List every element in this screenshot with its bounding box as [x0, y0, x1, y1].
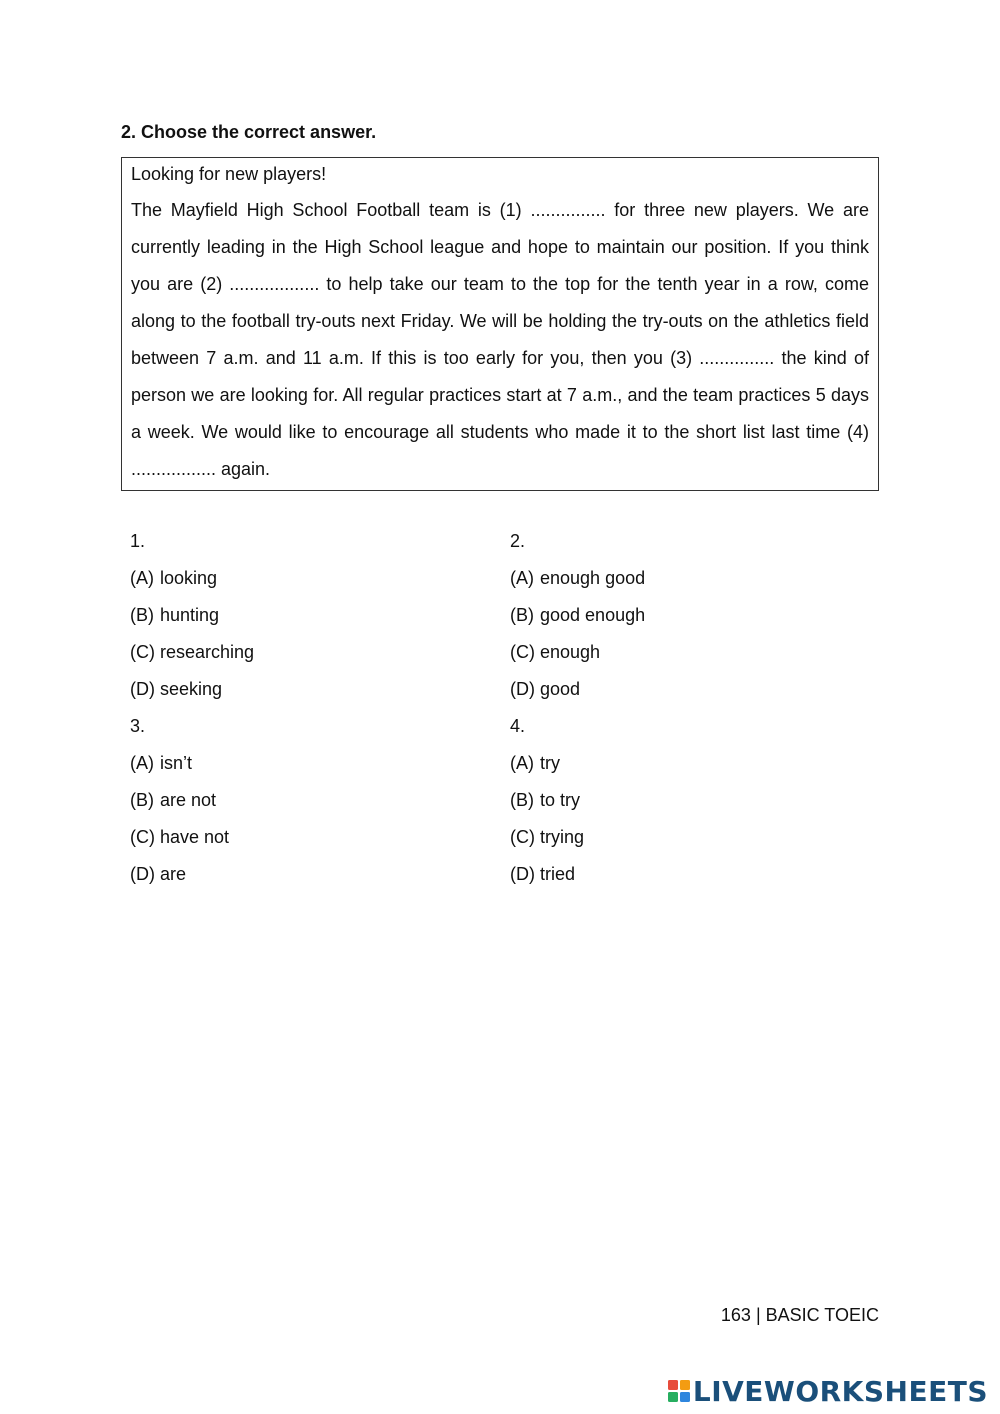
exercise-heading: 2. Choose the correct answer. — [121, 122, 377, 142]
liveworksheets-logo-icon — [668, 1380, 690, 1402]
answer-option[interactable] — [510, 597, 850, 634]
passage-box — [121, 157, 879, 491]
passage-title: Looking for new players! — [131, 164, 327, 184]
answer-option[interactable] — [510, 782, 850, 819]
logo-square-2 — [680, 1380, 690, 1390]
option-letter: (D) — [130, 864, 155, 884]
answer-option[interactable] — [130, 782, 470, 819]
option-text: enough — [540, 642, 601, 662]
option-letter: (A) — [130, 568, 154, 588]
option-text: hunting — [160, 605, 220, 625]
option-text: try — [540, 753, 560, 773]
question-number: 2. — [510, 531, 526, 551]
option-text: trying — [540, 827, 585, 847]
option-text: have not — [160, 827, 230, 847]
answer-option[interactable] — [130, 634, 470, 671]
option-text: seeking — [160, 679, 223, 699]
option-letter: (D) — [510, 679, 535, 699]
answer-option[interactable] — [130, 597, 470, 634]
option-letter: (B) — [510, 605, 534, 625]
answer-option[interactable] — [510, 856, 850, 893]
logo-square-4 — [680, 1392, 690, 1402]
answer-options — [130, 523, 870, 903]
option-text: looking — [160, 568, 218, 588]
answer-option[interactable] — [510, 560, 850, 597]
logo-square-3 — [668, 1392, 678, 1402]
answer-option[interactable] — [130, 856, 470, 893]
option-text: isn’t — [160, 753, 193, 773]
answer-option[interactable] — [130, 671, 470, 708]
option-text: good — [540, 679, 581, 699]
answer-option[interactable] — [130, 819, 470, 856]
options-column-right — [510, 523, 850, 893]
answer-option[interactable] — [130, 560, 470, 597]
liveworksheets-wordmark: LIVEWORKSHEETS — [692, 1374, 988, 1408]
option-text: enough good — [540, 568, 646, 588]
answer-option[interactable] — [510, 671, 850, 708]
option-text: to try — [540, 790, 581, 810]
passage-body: The Mayfield High School Football team is (1) ............... for three new players. We are currently leading in the High School league and hope to maintain our position. If you think you are (2) .................. to help take our team to the top for the tenth year in a row, come along to the football try-outs next Friday. We will be holding the try-outs on the athletics field between 7 a.m. and 11 a.m. If this is too early for you, then you (3) ............... the kind of person we are looking for. All regular practices start at 7 a.m., and the team practices 5 days a week. We would like to encourage all students who made it to the short list last time (4) ................. again. — [131, 200, 869, 479]
option-letter: (B) — [130, 605, 154, 625]
answer-option[interactable] — [510, 819, 850, 856]
logo-square-1 — [668, 1380, 678, 1390]
option-letter: (A) — [130, 753, 154, 773]
option-letter: (D) — [130, 679, 155, 699]
answer-option[interactable] — [130, 745, 470, 782]
option-text: are — [160, 864, 187, 884]
option-letter: (B) — [510, 790, 534, 810]
options-column-left — [130, 523, 470, 893]
option-text: tried — [540, 864, 576, 884]
liveworksheets-brand[interactable] — [668, 1374, 988, 1408]
page-footer: 163 | BASIC TOEIC — [720, 1305, 879, 1325]
question-number: 1. — [130, 531, 146, 551]
question-number: 3. — [130, 716, 146, 736]
option-letter: (D) — [510, 864, 535, 884]
option-letter: (C) — [510, 642, 535, 662]
option-letter: (C) — [130, 827, 155, 847]
option-letter: (B) — [130, 790, 154, 810]
option-letter: (C) — [130, 642, 155, 662]
option-text: researching — [160, 642, 255, 662]
option-text: good enough — [540, 605, 646, 625]
question-number: 4. — [510, 716, 526, 736]
answer-option[interactable] — [510, 634, 850, 671]
option-text: are not — [160, 790, 217, 810]
option-letter: (C) — [510, 827, 535, 847]
option-letter: (A) — [510, 568, 534, 588]
answer-option[interactable] — [510, 745, 850, 782]
option-letter: (A) — [510, 753, 534, 773]
